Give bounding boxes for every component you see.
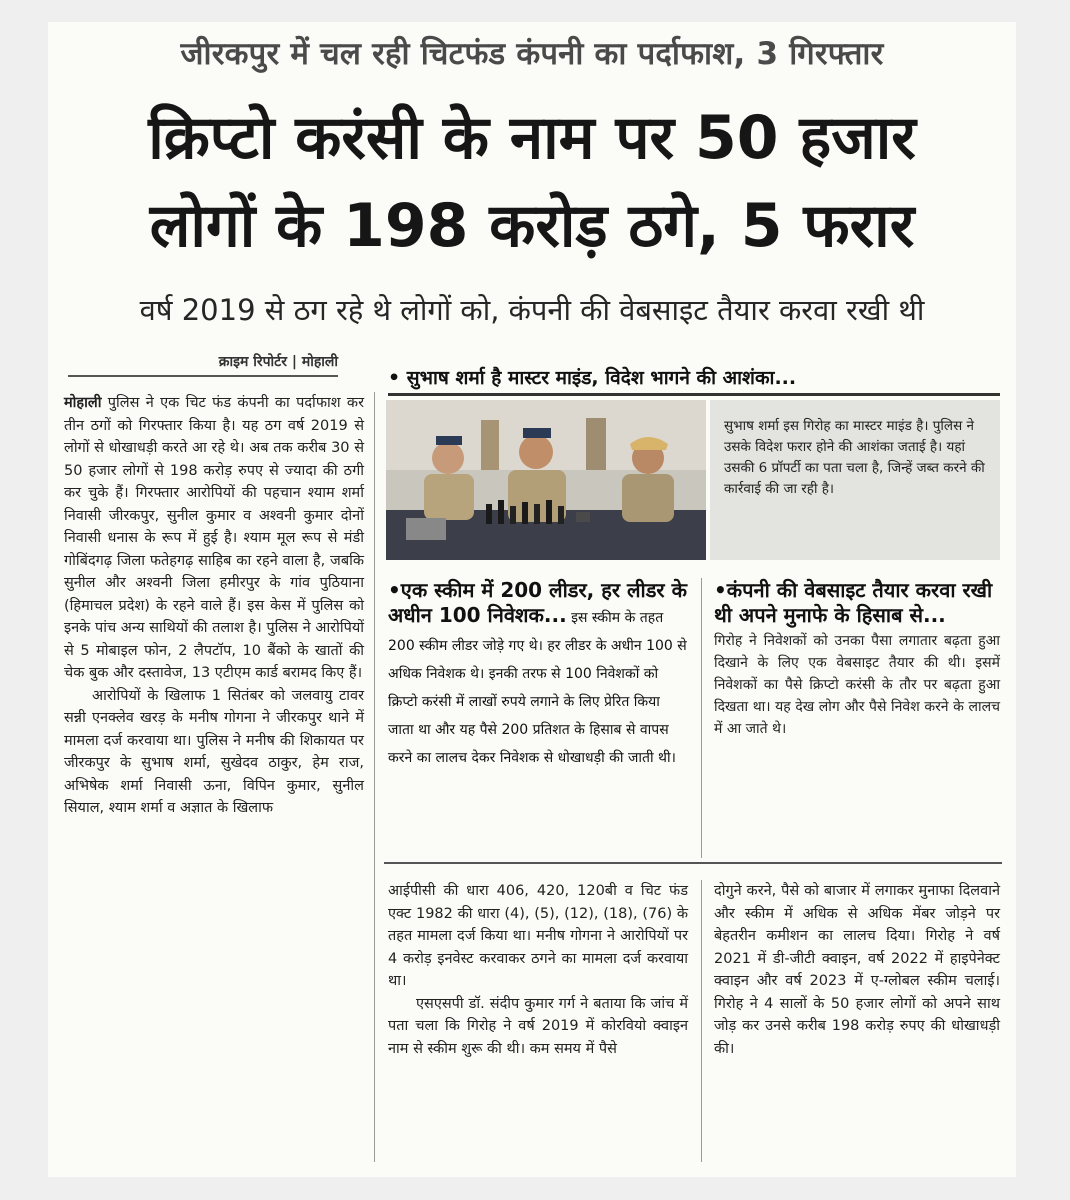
column-divider-3 <box>701 880 702 1162</box>
newspaper-clipping <box>48 22 1016 1177</box>
column-3-bottom <box>714 880 1000 1060</box>
headline-line-1: क्रिप्टो करंसी के नाम पर 50 हजार <box>148 103 916 173</box>
scheme-body-text: इस स्कीम के तहत 200 स्कीम लीडर जोड़े गए थे। हर लीडर के अधीन 100 से अधिक निवेशक थे। इनकी तरफ से 100 निवेशकों को क्रिप्टो करंसी में लाखों रुपये लगाने के लिए प्रेरित किया जाता था और यह पैसे 200 प्रतिशत के हिसाब से वापस करने का लालच देकर निवेशक से धोखाधड़ी की जाती थी। <box>388 610 687 766</box>
col1-paragraph-2: आरोपियों के खिलाफ 1 सितंबर को जलवायु टावर सन्नी एनक्लेव खरड़ के मनीष गोगना ने जीरकपुर थाने में मामला दर्ज करवाया था। पुलिस ने मनीष की शिकायत पर जीरकपुर के सुभाष शर्मा, सुखेदव ठाकुर, हेम राज, अभिषेक शर्मा निवासी ऊना, विपिन कुमार, सुनील सियाल, श्याम शर्मा व अज्ञात के खिलाफ <box>64 687 364 816</box>
master-mind-heading: • सुभाष शर्मा है मास्टर माइंड, विदेश भागने की आशंका... <box>388 364 1000 396</box>
col2-paragraph-1: आईपीसी की धारा 406, 420, 120बी व चिट फंड एक्ट 1982 की धारा (4), (5), (12), (18), (76) के तहत मामला दर्ज किया था। मनीष गोगना ने आरोपियों पर 4 करोड़ इनवेस्ट करवाकर ठगने का मामला दर्ज करवाया था। <box>388 883 688 989</box>
kicker-headline: जीरकपुर में चल रही चिटफंड कंपनी का पर्दाफाश, 3 गिरफ्तार <box>180 36 884 72</box>
scheme-section <box>388 578 688 771</box>
dateline: मोहाली <box>64 395 102 411</box>
headline-line-2: लोगों के 198 करोड़ ठगे, 5 फरार <box>149 191 915 261</box>
main-headline <box>48 94 1016 270</box>
section-rule <box>384 862 1002 864</box>
master-mind-text: सुभाष शर्मा इस गिरोह का मास्टर माइंड है। पुलिस ने उसके विदेश फरार होने की आशंका जताई है। यहां उसकी 6 प्रॉपर्टी का पता चला है, जिन्हें जब्त करने की कार्रवाई की जा रही है। <box>724 418 985 497</box>
scheme-heading <box>388 578 688 771</box>
column-1 <box>64 392 364 820</box>
website-section <box>714 578 1000 740</box>
col2-paragraph-2: एसएसपी डॉ. संदीप कुमार गर्ग ने बताया कि जांच में पता चला कि गिरोह ने वर्ष 2019 में कोरवियो क्वाइन नाम से स्कीम शुरू की थी। कम समय में पैसे <box>388 995 688 1057</box>
press-conference-photo <box>386 400 706 560</box>
byline: क्राइम रिपोर्टर | मोहाली <box>68 352 338 377</box>
col1-para1-text: पुलिस ने एक चिट फंड कंपनी का पर्दाफाश कर तीन ठगों को गिरफ्तार किया है। यह ठग वर्ष 2019 से लोगों से धोखाधड़ी करते आ रहे थे। अब तक करीब 30 से 50 हजार लोगों से 198 करोड़ रुपए से ज्यादा की ठगी कर चुके हैं। गिरफ्तार आरोपियों की पहचान श्याम शर्मा निवासी जीरकपुर, सुनील कुमार व अश्वनी कुमार दोनों निवासी धनास के रूप में हुई है। श्याम मूल रूप से मंडी गोबिंदगढ़ जिला फतेहगढ़ साहिब का रहने वाला है, जबकि सुनील और अश्वनी जिला हमीरपुर के गांव पुठियाना (हिमाचल प्रदेश) के रहने वाले हैं। इस केस में पुलिस को इनके पांच अन्य साथियों की तलाश है। पुलिस ने आरोपियों से 5 मोबाइल फोन, 2 लैपटॉप, 10 बैंको के खातों की चेक बुक और दस्तावेज, 13 एटीएम कार्ड बरामद किए हैं। <box>64 395 364 681</box>
press-conference-photo-illustration <box>386 400 706 560</box>
master-mind-box <box>710 400 1000 560</box>
website-heading: •कंपनी की वेबसाइट तैयार करवा रखी थी अपने मुनाफे के हिसाब से... <box>714 578 993 627</box>
column-divider-1 <box>374 392 375 1162</box>
column-divider-2 <box>701 578 702 858</box>
col1-paragraph-1 <box>64 392 364 685</box>
column-2-bottom <box>388 880 688 1060</box>
website-body: गिरोह ने निवेशकों को उनका पैसा लगातार बढ़ता हुआ दिखाने के लिए एक वेबसाइट तैयार की थी। इसमें निवेशकों का पैसे क्रिप्टो करंसी के तौर पर बढ़ता हुआ दिखता था। यह देख लोग और पैसे निवेश करने के लालच में आ जाते थे। <box>714 633 1000 737</box>
col3-paragraph-1: दोगुने करने, पैसे को बाजार में लगाकर मुनाफा दिलवाने और स्कीम में अधिक से अधिक मेंबर जोड़ने पर बेहतरीन कमीशन का लालच दिया। गिरोह ने वर्ष 2021 में डी-जीटी क्वाइन, वर्ष 2022 में हाइपेनेक्ट क्वाइन और वर्ष 2023 में ए-ग्लोबल स्कीम चलाई। गिरोह ने 4 सालों के 50 हजार लोगों को अपने साथ जोड़ कर उनसे करीब 198 करोड़ रुपए की धोखाधड़ी की। <box>714 883 1000 1057</box>
sub-headline: वर्ष 2019 से ठग रहे थे लोगों को, कंपनी की वेबसाइट तैयार करवा रखी थी <box>139 293 925 327</box>
scheme-heading-text: •एक स्कीम में 200 लीडर, हर लीडर के अधीन 100 निवेशक... <box>388 578 687 627</box>
